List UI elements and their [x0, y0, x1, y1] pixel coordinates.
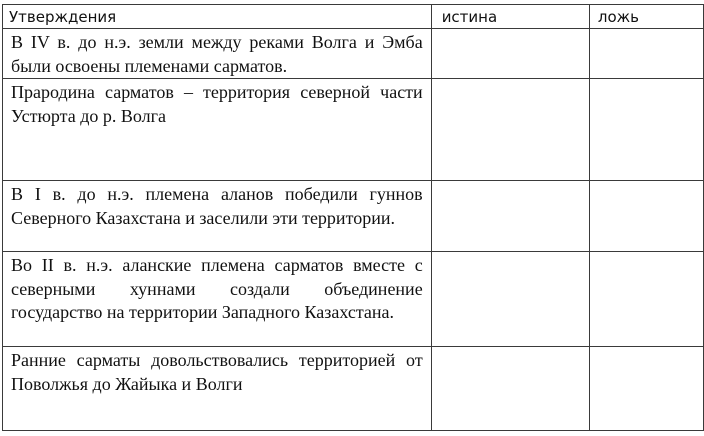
true-answer-cell[interactable]	[431, 181, 589, 252]
false-answer-cell[interactable]	[589, 29, 703, 79]
statements-table	[2, 4, 704, 431]
header-row	[3, 5, 704, 29]
header-true: истина	[431, 5, 589, 29]
false-answer-cell[interactable]	[589, 79, 703, 181]
table-row	[3, 79, 704, 181]
false-answer-cell[interactable]	[589, 181, 703, 252]
header-false: ложь	[589, 5, 703, 29]
statement-cell: Прародина сарматов – территория северной части Устюрта до р. Волга	[3, 79, 432, 181]
statement-cell: Ранние сарматы довольствовались территорией от Поволжья до Жайыка и Волги	[3, 347, 432, 431]
table-row	[3, 252, 704, 347]
header-statements: Утверждения	[3, 5, 432, 29]
false-answer-cell[interactable]	[589, 252, 703, 347]
table-row	[3, 181, 704, 252]
true-answer-cell[interactable]	[431, 29, 589, 79]
table-row	[3, 347, 704, 431]
statement-cell: В IV в. до н.э. земли между реками Волга и Эмба были освоены племенами сарматов.	[3, 29, 432, 79]
statement-cell: В I в. до н.э. племена аланов победили гуннов Северного Казахстана и заселили эти территории.	[3, 181, 432, 252]
true-answer-cell[interactable]	[431, 252, 589, 347]
statement-cell: Во II в. н.э. аланские племена сарматов вместе с северными хуннами создали объединение государство на территории Западного Казахстана.	[3, 252, 432, 347]
table-row	[3, 29, 704, 79]
true-answer-cell[interactable]	[431, 347, 589, 431]
false-answer-cell[interactable]	[589, 347, 703, 431]
true-answer-cell[interactable]	[431, 79, 589, 181]
